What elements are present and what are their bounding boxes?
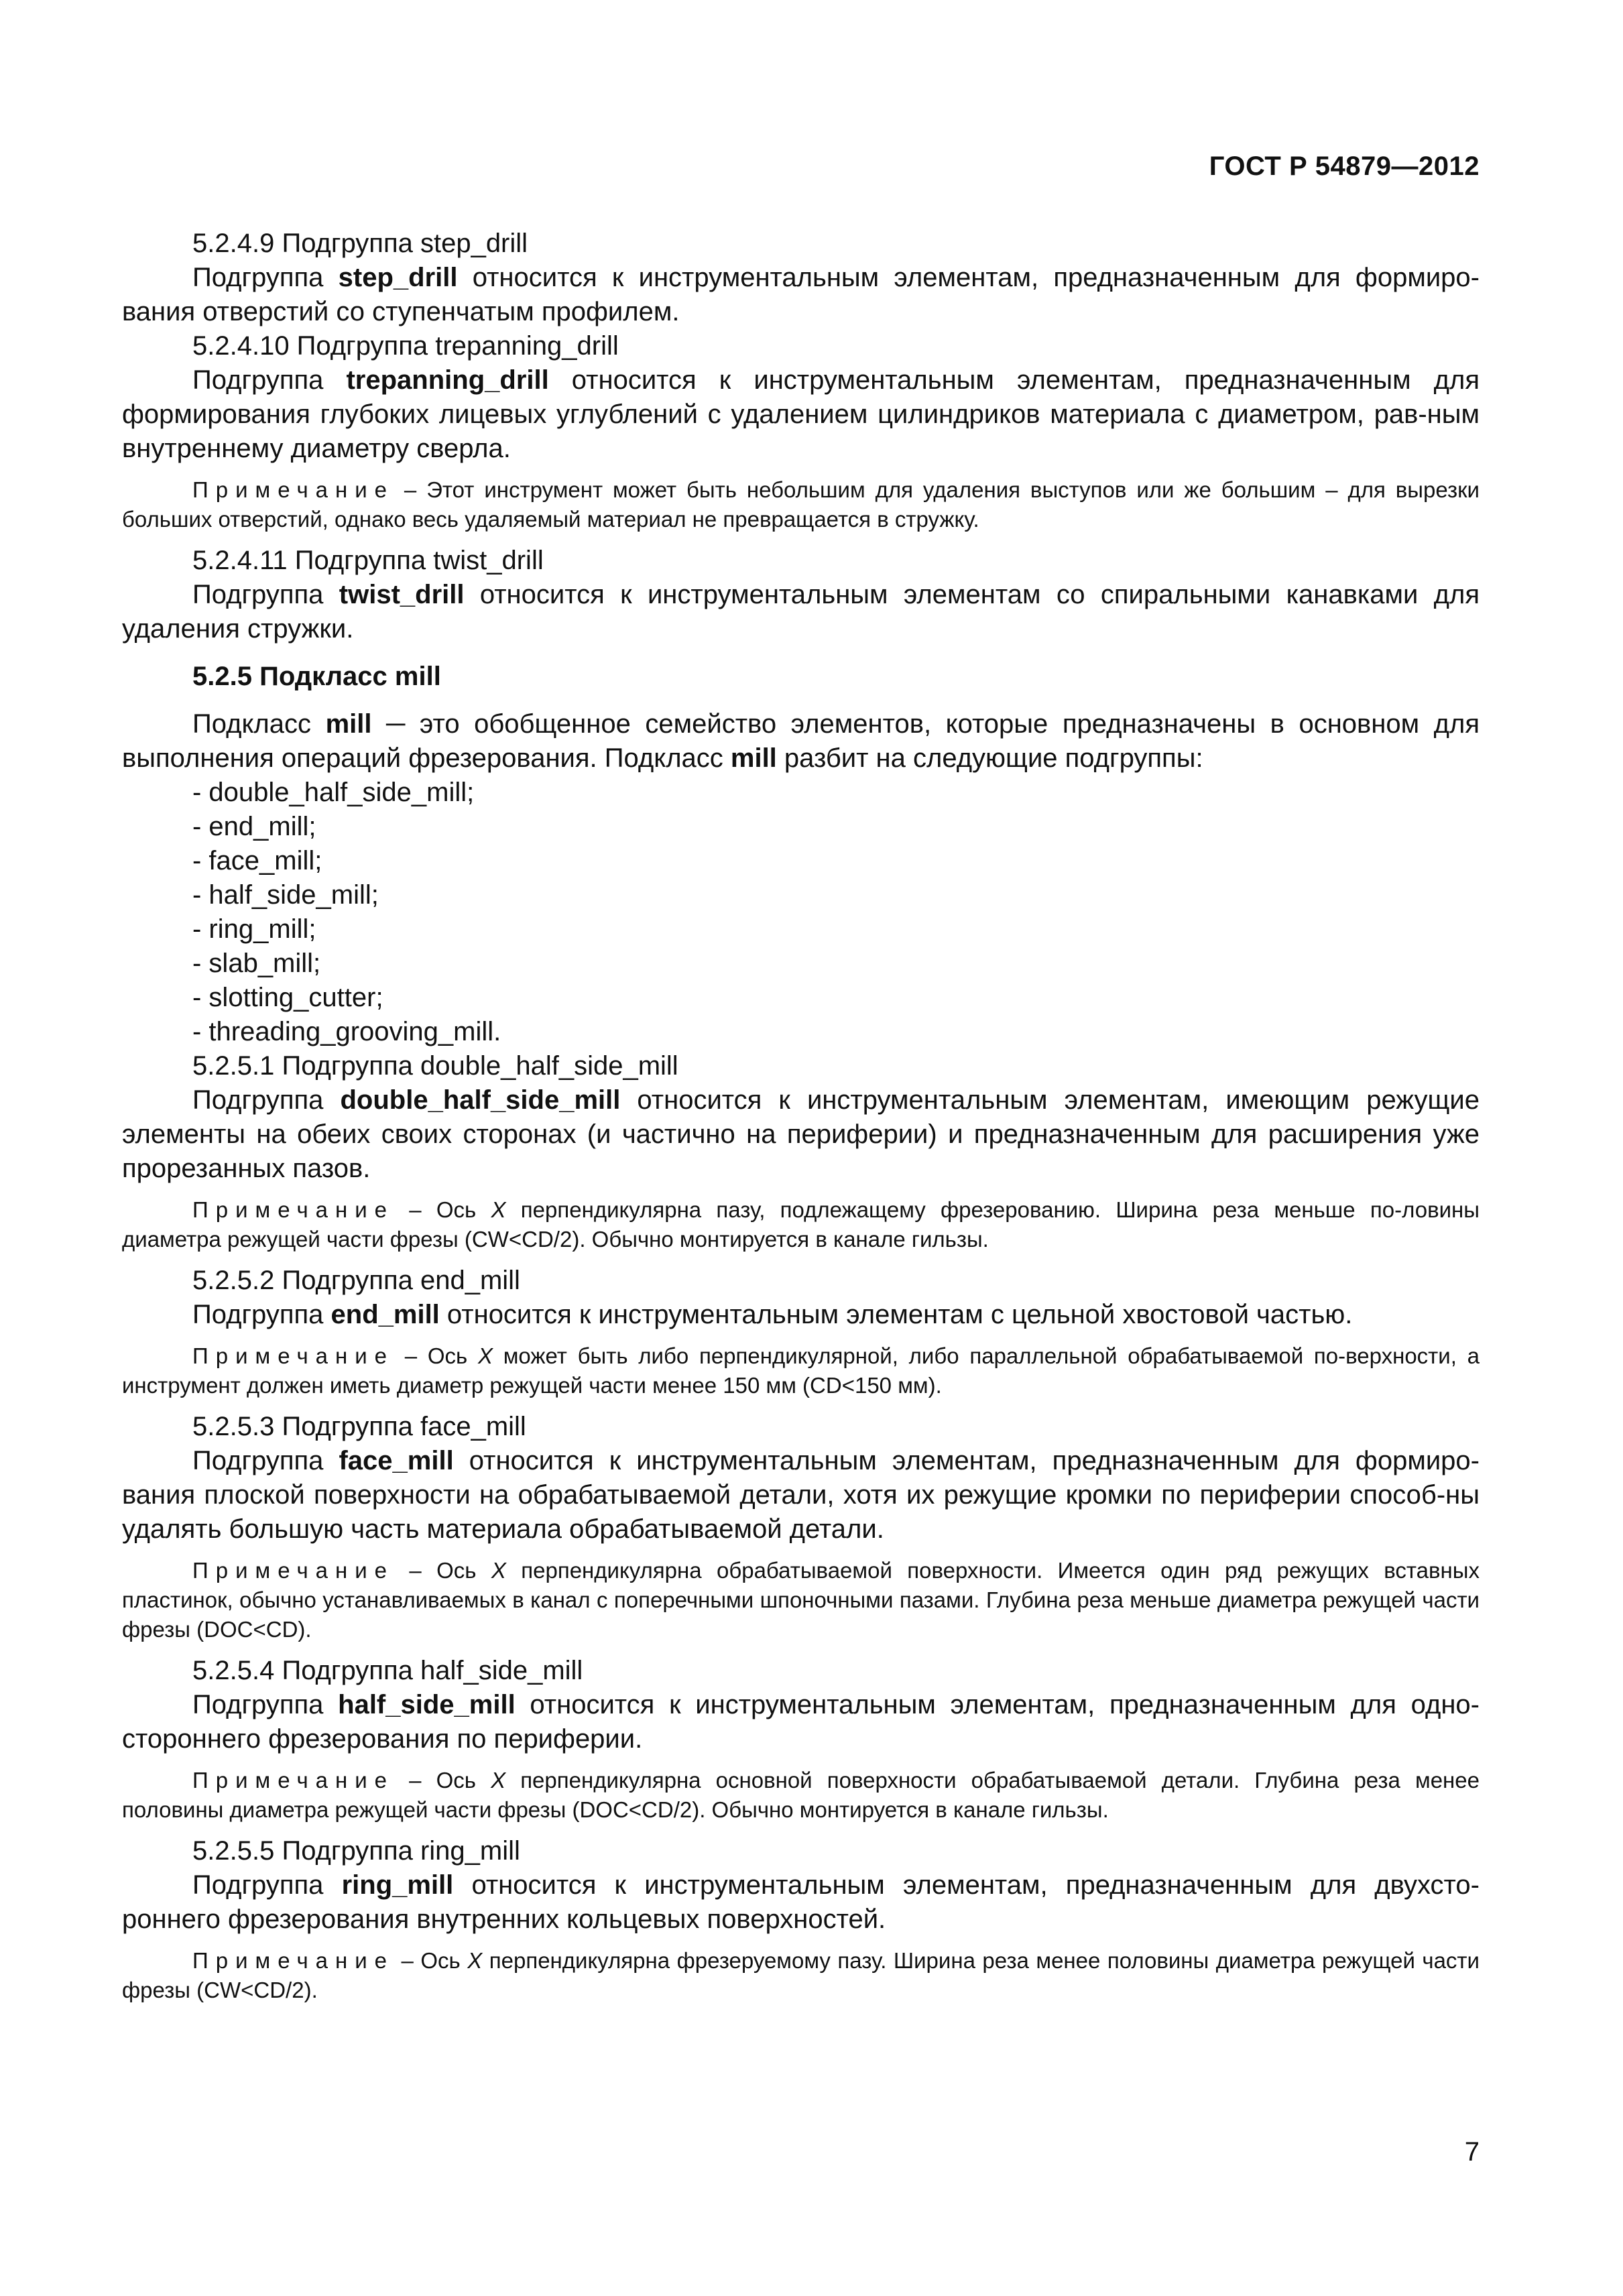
paragraph — [122, 1868, 1480, 1937]
paragraph-text: Подгруппа — [192, 1870, 342, 1900]
list-item: - face_mill; — [192, 846, 322, 875]
paragraph-text: относится к инструментальным элементам, предназначенным для двухсто-роннего фрезерования внутренних кольцевых поверхностей. — [122, 1870, 1480, 1934]
note-text: – Ось — [394, 1768, 491, 1793]
paragraph-text: Подгруппа — [192, 365, 347, 395]
note — [122, 475, 1480, 534]
term: mill — [730, 743, 777, 773]
paragraph-text: относится к инструментальным элементам, имеющим режущие элементы на обеих своих сторонах (и частично на периферии) и предназначенным для расширения уже прорезанных пазов. — [122, 1085, 1480, 1183]
list-item: - ring_mill; — [192, 914, 316, 944]
paragraph — [122, 1083, 1480, 1186]
note — [122, 1195, 1480, 1254]
paragraph — [122, 1298, 1480, 1332]
subsection-title: 5.2.4.11 Подгруппа twist_drill — [192, 546, 544, 575]
note-label: Примечание — [192, 1197, 395, 1222]
note-label: Примечание — [192, 1343, 395, 1368]
note-text: может быть либо перпендикулярной, либо параллельной обрабатываемой по-верхности, а инструмент должен иметь диаметр режущей части менее 150 мм (CD<150 мм). — [122, 1343, 1480, 1398]
note — [122, 1766, 1480, 1825]
term: half_side_mill — [338, 1690, 516, 1719]
term: trepanning_drill — [346, 365, 549, 395]
note-text: – Ось — [394, 1197, 491, 1222]
subsection-title: 5.2.5.3 Подгруппа face_mill — [192, 1412, 526, 1441]
subsection-title: 5.2.4.10 Подгруппа trepanning_drill — [192, 331, 619, 361]
term: ring_mill — [341, 1870, 454, 1900]
subsection-title: 5.2.4.9 Подгруппа step_drill — [192, 229, 528, 258]
term: step_drill — [338, 263, 458, 292]
section-heading: 5.2.5 Подкласс mill — [192, 662, 441, 691]
list-item: - half_side_mill; — [192, 880, 379, 910]
document-header: ГОСТ Р 54879—2012 — [1209, 152, 1480, 181]
paragraph-text: разбит на следующие подгруппы: — [776, 743, 1203, 773]
note-text: – Ось — [394, 1948, 468, 1973]
paragraph-text: Подкласс — [192, 709, 326, 739]
subsection-title: 5.2.5.1 Подгруппа double_half_side_mill — [192, 1051, 678, 1081]
paragraph-text: Подгруппа — [192, 1446, 339, 1475]
subsection-title: 5.2.5.2 Подгруппа end_mill — [192, 1266, 520, 1295]
term: end_mill — [330, 1300, 440, 1329]
axis-symbol: X — [491, 1558, 506, 1583]
axis-symbol: X — [491, 1768, 506, 1793]
paragraph-text: относится к инструментальным элементам с цельной хвостовой частью. — [439, 1300, 1353, 1329]
paragraph-text: Подгруппа — [192, 1300, 331, 1329]
note-text: – Этот инструмент может быть небольшим для удаления выступов или же большим – для вырезки больших отверстий, однако весь удаляемый материал не превращается в стружку. — [122, 477, 1480, 532]
paragraph — [122, 578, 1480, 646]
term: twist_drill — [339, 580, 465, 609]
note-text: перпендикулярна основной поверхности обрабатываемой детали. Глубина реза менее половины диаметра режущей части фрезы (DOC<CD/2). Обычно монтируется в канале гильзы. — [122, 1768, 1480, 1822]
note-text: перпендикулярна обрабатываемой поверхности. Имеется один ряд режущих вставных пластинок, обычно устанавливаемых в канал с поперечными шпоночными пазами. Глубина реза меньше диаметра режущей части фрезы (DOC<CD). — [122, 1558, 1480, 1642]
note-text: – Ось — [394, 1558, 491, 1583]
list-item: - slotting_cutter; — [192, 983, 383, 1012]
list-item: - threading_grooving_mill. — [192, 1017, 501, 1046]
axis-symbol: X — [467, 1948, 483, 1973]
paragraph — [122, 1688, 1480, 1756]
note-label: Примечание — [192, 1768, 395, 1793]
paragraph-text: относится к инструментальным элементам, предназначенным для формирования глубоких лицевых углублений с удалением цилиндриков материала с диаметром, рав-ным внутреннему диаметру сверла. — [122, 365, 1480, 463]
axis-symbol: X — [477, 1343, 493, 1368]
document-page — [122, 0, 1480, 2296]
paragraph-text: Подгруппа — [192, 580, 339, 609]
note — [122, 1556, 1480, 1644]
list-item: - double_half_side_mill; — [192, 778, 475, 807]
paragraph-text: относится к инструментальным элементам, предназначенным для формиро-вания отверстий со ступенчатым профилем. — [122, 263, 1480, 326]
paragraph-text: относится к инструментальным элементам со спиральными канавками для удаления стружки. — [122, 580, 1480, 644]
paragraph-text: Подгруппа — [192, 1690, 339, 1719]
note — [122, 1946, 1480, 2005]
term: double_half_side_mill — [340, 1085, 621, 1115]
subgroup-list — [122, 776, 1480, 1049]
paragraph-text: ─ это обобщенное семейство элементов, которые предназначены в основном для выполнения операций фрезерования. Подкласс — [122, 709, 1480, 773]
subsection-title: 5.2.5.4 Подгруппа half_side_mill — [192, 1656, 583, 1685]
note-label: Примечание — [192, 477, 395, 502]
note — [122, 1341, 1480, 1400]
note-text: перпендикулярна фрезеруемому пазу. Ширина реза менее половины диаметра режущей части фрезы (CW<CD/2). — [122, 1948, 1480, 2002]
paragraph — [122, 707, 1480, 776]
list-item: - end_mill; — [192, 812, 316, 841]
note-label: Примечание — [192, 1558, 395, 1583]
document-body — [122, 227, 1480, 2014]
paragraph — [122, 261, 1480, 329]
paragraph-text: относится к инструментальным элементам, предназначенным для формиро-вания плоской поверхности на обрабатываемой детали, хотя их режущие кромки по периферии способ-ны удалять большую часть материала обрабатываемой детали. — [122, 1446, 1480, 1544]
paragraph-text: Подгруппа — [192, 1085, 341, 1115]
subsection-title: 5.2.5.5 Подгруппа ring_mill — [192, 1836, 520, 1866]
page-number: 7 — [1464, 2137, 1480, 2167]
paragraph-text: относится к инструментальным элементам, предназначенным для одно-стороннего фрезерования по периферии. — [122, 1690, 1480, 1754]
paragraph — [122, 363, 1480, 466]
note-label: Примечание — [192, 1948, 395, 1973]
note-text: перпендикулярна пазу, подлежащему фрезерованию. Ширина реза меньше по-ловины диаметра режущей части фрезы (CW<CD/2). Обычно монтируется в канале гильзы. — [122, 1197, 1480, 1252]
axis-symbol: X — [491, 1197, 506, 1222]
term: face_mill — [339, 1446, 454, 1475]
paragraph-text: Подгруппа — [192, 263, 339, 292]
paragraph — [122, 1444, 1480, 1547]
term: mill — [325, 709, 372, 739]
note-text: – Ось — [394, 1343, 478, 1368]
list-item: - slab_mill; — [192, 949, 321, 978]
